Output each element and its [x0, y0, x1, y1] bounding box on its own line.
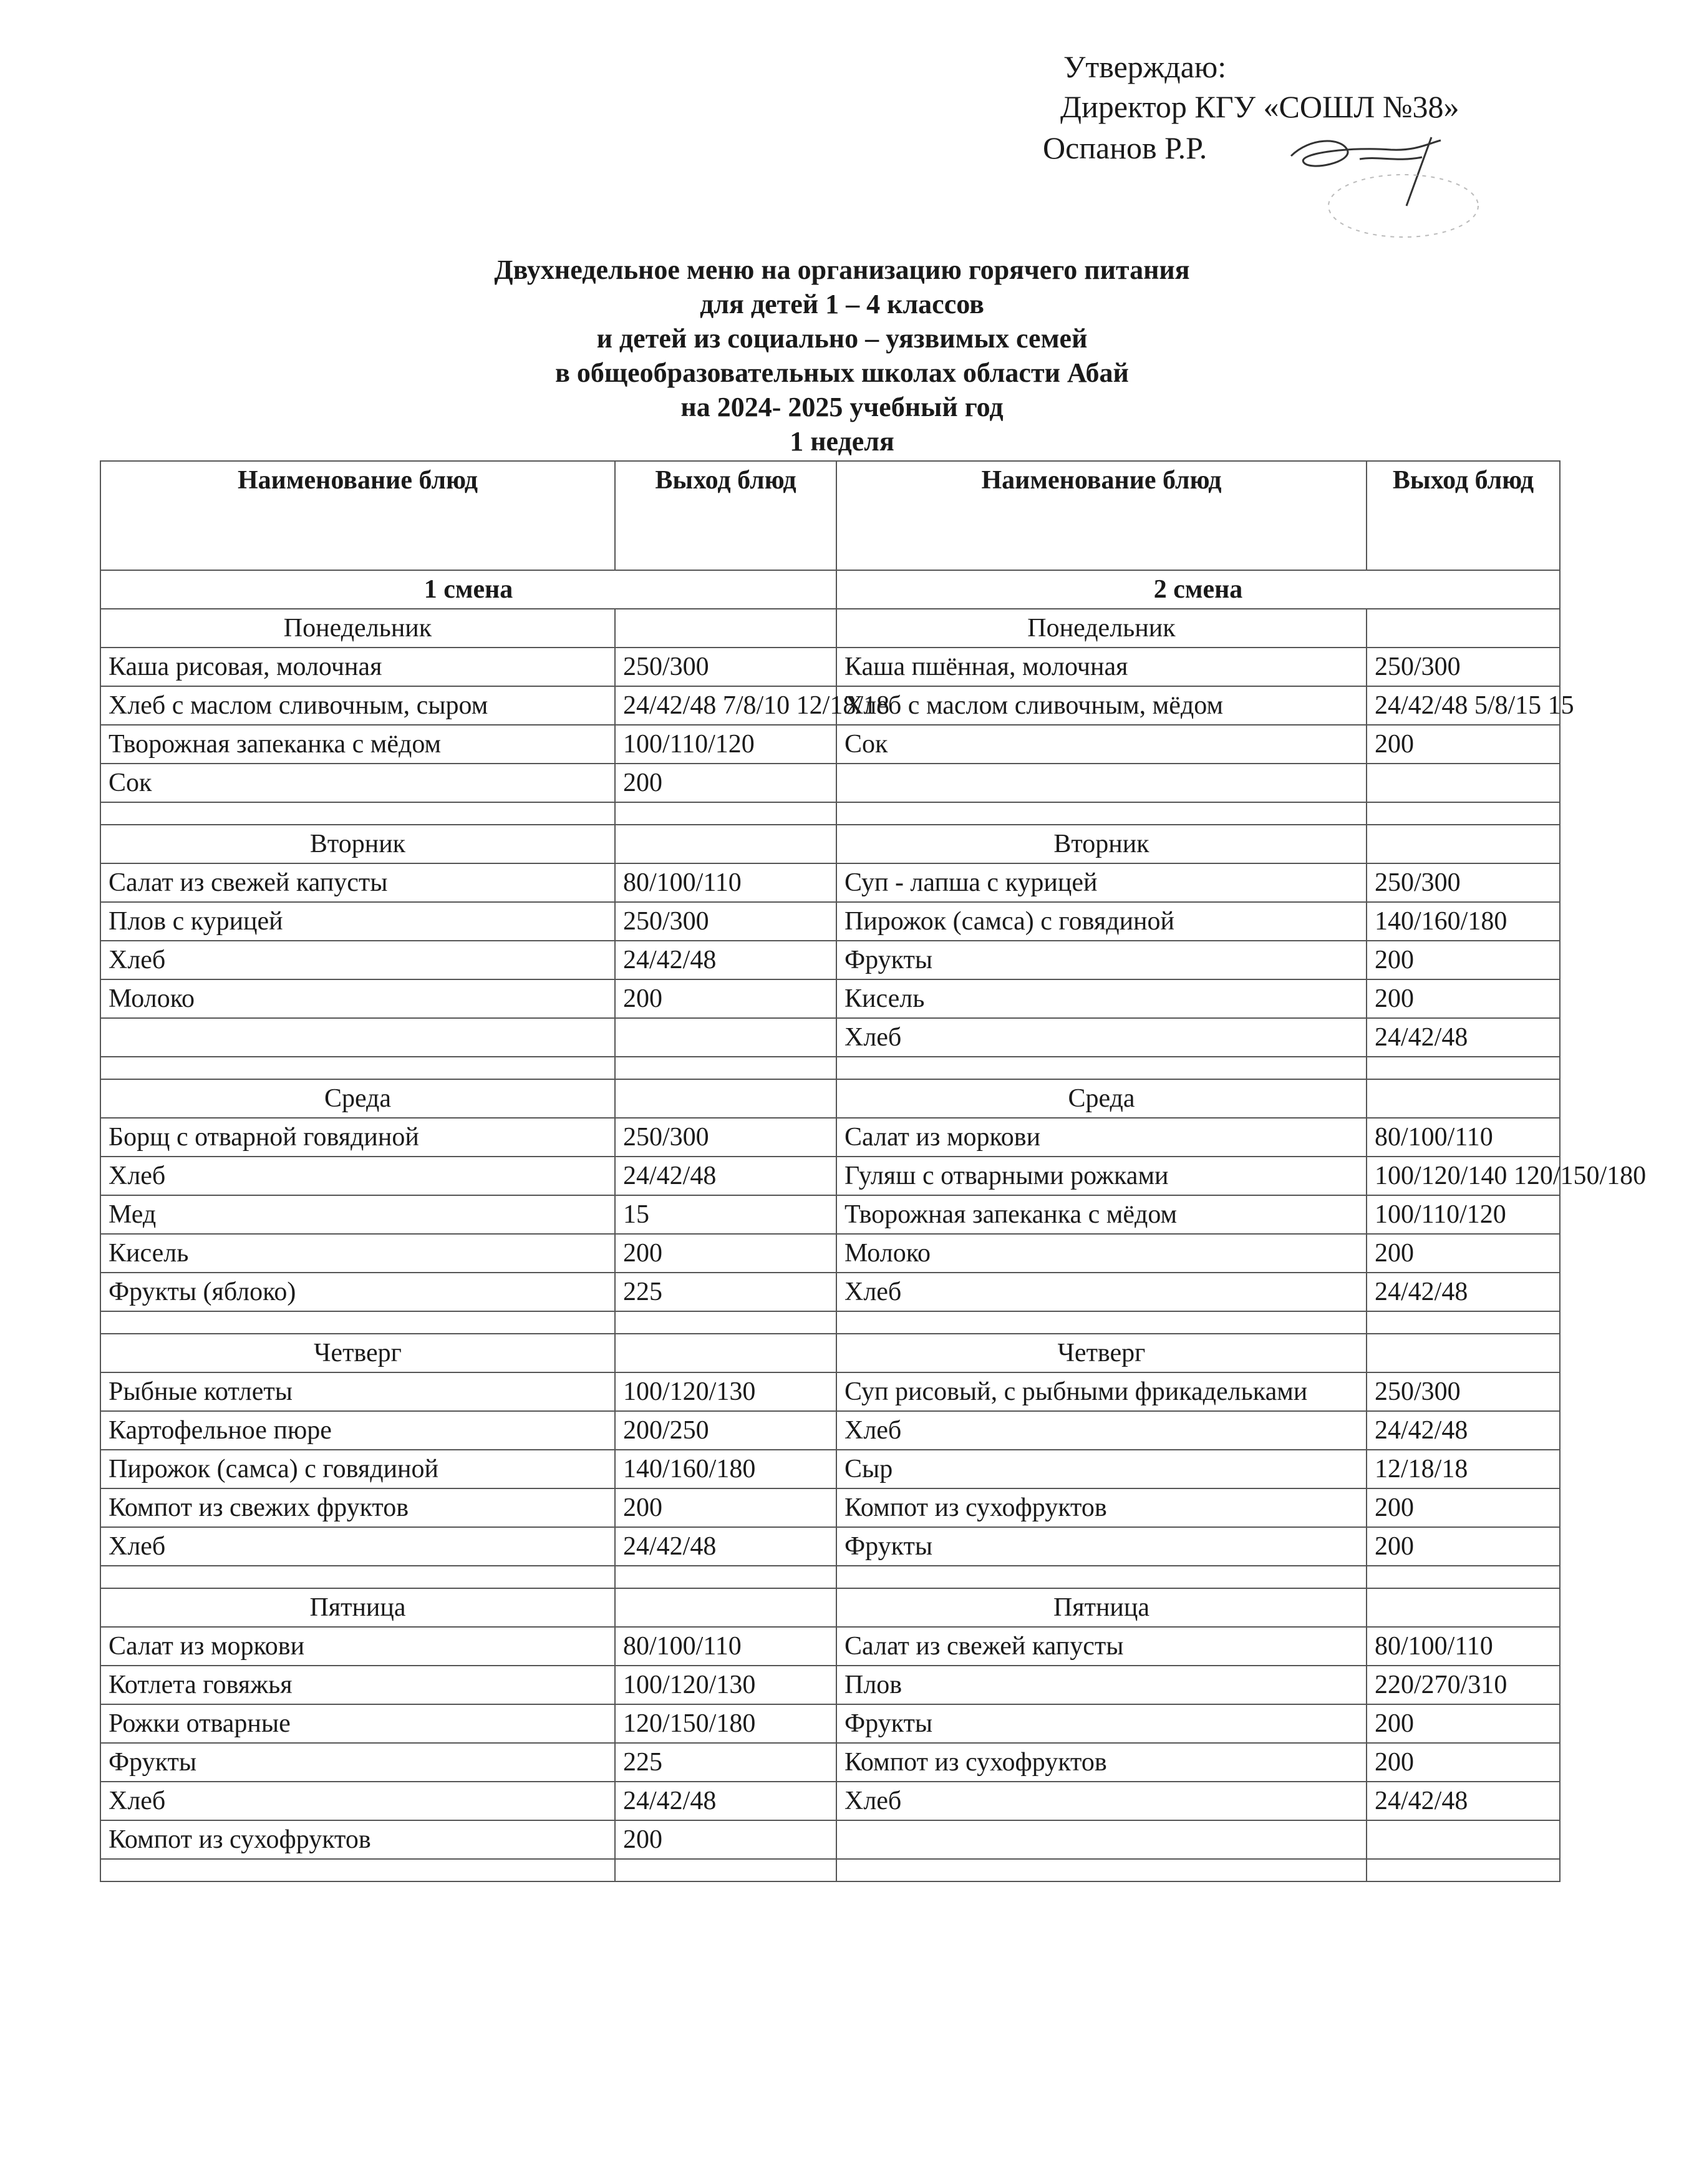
table-row — [100, 1273, 1560, 1311]
dish-name-cell: Кисель — [836, 979, 1367, 1018]
dish-yield-cell: 200 — [615, 1234, 836, 1273]
dish-name-cell: Хлеб — [836, 1782, 1367, 1820]
day-name-shift-2: Среда — [836, 1079, 1367, 1118]
day-row — [100, 609, 1560, 648]
dish-yield-cell: 100/110/120 — [615, 725, 836, 764]
dish-name-cell: Фрукты — [836, 1704, 1367, 1743]
dish-yield-cell: 15 — [615, 1195, 836, 1234]
day-name-shift-1: Понедельник — [100, 609, 615, 648]
dish-name-cell: Молоко — [100, 979, 615, 1018]
day-name-shift-2: Пятница — [836, 1588, 1367, 1627]
table-row — [100, 1704, 1560, 1743]
dish-yield-cell: 24/42/48 — [1367, 1018, 1560, 1057]
dish-name-cell: Плов — [836, 1666, 1367, 1704]
dish-name-cell: Компот из сухофруктов — [836, 1488, 1367, 1527]
dish-yield-cell: 120/150/180 — [615, 1704, 836, 1743]
spacer-row — [100, 1311, 1560, 1334]
table-header-row — [100, 461, 1560, 570]
dish-yield-cell: 250/300 — [615, 1118, 836, 1157]
table-row — [100, 902, 1560, 941]
dish-name-cell: Компот из свежих фруктов — [100, 1488, 615, 1527]
dish-yield-cell: 140/160/180 — [615, 1450, 836, 1488]
dish-name-cell: Каша пшённая, молочная — [836, 648, 1367, 686]
dish-yield-cell: 24/42/48 7/8/10 12/18/18 — [615, 686, 836, 725]
day-name-shift-1: Пятница — [100, 1588, 615, 1627]
dish-name-cell: Сок — [836, 725, 1367, 764]
dish-yield-cell: 200 — [615, 979, 836, 1018]
dish-yield-cell: 225 — [615, 1273, 836, 1311]
dish-name-cell: Хлеб — [100, 941, 615, 979]
dish-yield-cell: 24/42/48 — [615, 1157, 836, 1195]
approval-line-2: Директор КГУ «СОШЛ №38» — [1060, 89, 1459, 124]
day-name-shift-2: Вторник — [836, 825, 1367, 863]
dish-yield-cell: 200 — [1367, 1488, 1560, 1527]
dish-yield-cell: 12/18/18 — [1367, 1450, 1560, 1488]
table-row — [100, 764, 1560, 802]
dish-yield-cell: 250/300 — [615, 648, 836, 686]
dish-name-cell: Хлеб — [100, 1157, 615, 1195]
day-row — [100, 1334, 1560, 1372]
column-header-yield: Выход блюд — [1367, 461, 1560, 570]
table-row — [100, 1627, 1560, 1666]
dish-name-cell — [100, 1018, 615, 1057]
title-line-5: на 2024- 2025 учебный год — [680, 392, 1004, 422]
dish-name-cell: Салат из свежей капусты — [100, 863, 615, 902]
dish-name-cell: Салат из моркови — [836, 1118, 1367, 1157]
table-row — [100, 725, 1560, 764]
dish-name-cell: Салат из свежей капусты — [836, 1627, 1367, 1666]
table-row — [100, 863, 1560, 902]
dish-yield-cell: 200/250 — [615, 1411, 836, 1450]
dish-name-cell — [836, 764, 1367, 802]
dish-yield-cell: 200 — [615, 1488, 836, 1527]
table-row — [100, 1195, 1560, 1234]
spacer-row — [100, 1057, 1560, 1079]
dish-yield-cell: 24/42/48 5/8/15 15 — [1367, 686, 1560, 725]
dish-yield-cell: 220/270/310 — [1367, 1666, 1560, 1704]
dish-yield-cell: 250/300 — [1367, 863, 1560, 902]
dish-yield-cell: 24/42/48 — [615, 1527, 836, 1566]
title-line-4: в общеобразовательных школах области Абай — [555, 357, 1129, 388]
dish-name-cell: Плов с курицей — [100, 902, 615, 941]
dish-yield-cell: 200 — [1367, 1704, 1560, 1743]
dish-name-cell: Молоко — [836, 1234, 1367, 1273]
dish-name-cell: Творожная запеканка с мёдом — [836, 1195, 1367, 1234]
dish-yield-cell: 100/110/120 — [1367, 1195, 1560, 1234]
day-row — [100, 825, 1560, 863]
dish-yield-cell — [1367, 764, 1560, 802]
dish-name-cell: Рожки отварные — [100, 1704, 615, 1743]
dish-yield-cell: 80/100/110 — [1367, 1627, 1560, 1666]
dish-name-cell: Компот из сухофруктов — [836, 1743, 1367, 1782]
table-row — [100, 1372, 1560, 1411]
table-row — [100, 1820, 1560, 1859]
approval-line-3: Оспанов Р.Р. — [1043, 130, 1207, 165]
dish-name-cell: Фрукты (яблоко) — [100, 1273, 615, 1311]
dish-yield-cell: 200 — [1367, 979, 1560, 1018]
table-row — [100, 1666, 1560, 1704]
dish-yield-cell: 24/42/48 — [1367, 1273, 1560, 1311]
table-row — [100, 648, 1560, 686]
column-header-yield: Выход блюд — [615, 461, 836, 570]
dish-yield-cell: 100/120/130 — [615, 1666, 836, 1704]
dish-yield-cell: 80/100/110 — [1367, 1118, 1560, 1157]
dish-name-cell: Гуляш с отварными рожками — [836, 1157, 1367, 1195]
dish-name-cell: Борщ с отварной говядиной — [100, 1118, 615, 1157]
dish-name-cell: Хлеб — [100, 1527, 615, 1566]
day-name-shift-1: Четверг — [100, 1334, 615, 1372]
dish-yield-cell: 200 — [1367, 1234, 1560, 1273]
dish-name-cell: Хлеб с маслом сливочным, мёдом — [836, 686, 1367, 725]
signature-stamp — [1272, 112, 1534, 243]
dish-name-cell: Хлеб — [100, 1782, 615, 1820]
dish-name-cell: Сок — [100, 764, 615, 802]
dish-name-cell: Сыр — [836, 1450, 1367, 1488]
title-line-3: и детей из социально – уязвимых семей — [596, 323, 1088, 354]
menu-body — [100, 609, 1647, 1881]
title-line-1: Двухнедельное меню на организацию горячего питания — [494, 255, 1190, 285]
table-row — [100, 686, 1560, 725]
dish-name-cell: Хлеб — [836, 1018, 1367, 1057]
dish-name-cell: Компот из сухофруктов — [100, 1820, 615, 1859]
spacer-row — [100, 802, 1560, 825]
dish-yield-cell — [615, 1018, 836, 1057]
dish-yield-cell: 225 — [615, 1743, 836, 1782]
dish-name-cell: Каша рисовая, молочная — [100, 648, 615, 686]
dish-name-cell: Фрукты — [836, 941, 1367, 979]
spacer-row — [100, 1859, 1560, 1881]
table-row — [100, 1411, 1560, 1450]
dish-yield-cell: 80/100/110 — [615, 1627, 836, 1666]
day-name-shift-1: Вторник — [100, 825, 615, 863]
dish-yield-cell: 24/42/48 — [615, 941, 836, 979]
dish-yield-cell: 100/120/140 120/150/180 — [1367, 1157, 1560, 1195]
shift-2-label: 2 смена — [836, 570, 1560, 609]
dish-yield-cell: 80/100/110 — [615, 863, 836, 902]
dish-name-cell: Фрукты — [100, 1743, 615, 1782]
dish-name-cell: Хлеб — [836, 1273, 1367, 1311]
dish-name-cell: Суп - лапша с курицей — [836, 863, 1367, 902]
day-name-shift-2: Понедельник — [836, 609, 1367, 648]
dish-name-cell: Мед — [100, 1195, 615, 1234]
shift-1-label: 1 смена — [100, 570, 836, 609]
table-row — [100, 1018, 1560, 1057]
dish-yield-cell — [1367, 1820, 1560, 1859]
day-name-shift-2: Четверг — [836, 1334, 1367, 1372]
approval-line-1: Утверждаю: — [1063, 49, 1227, 84]
shift-row — [100, 570, 1560, 609]
dish-yield-cell: 24/42/48 — [1367, 1782, 1560, 1820]
dish-name-cell: Пирожок (самса) с говядиной — [100, 1450, 615, 1488]
spacer-row — [100, 1566, 1560, 1588]
dish-yield-cell: 200 — [1367, 1743, 1560, 1782]
menu-table — [100, 460, 1647, 1882]
day-name-shift-1: Среда — [100, 1079, 615, 1118]
table-row — [100, 1527, 1560, 1566]
dish-name-cell: Кисель — [100, 1234, 615, 1273]
dish-name-cell: Суп рисовый, с рыбными фрикадельками — [836, 1372, 1367, 1411]
document-title — [0, 253, 1684, 459]
dish-name-cell: Котлета говяжья — [100, 1666, 615, 1704]
dish-yield-cell: 200 — [1367, 941, 1560, 979]
table-row — [100, 1488, 1560, 1527]
dish-name-cell: Пирожок (самса) с говядиной — [836, 902, 1367, 941]
dish-yield-cell: 250/300 — [1367, 1372, 1560, 1411]
dish-yield-cell: 200 — [1367, 725, 1560, 764]
dish-name-cell: Салат из моркови — [100, 1627, 615, 1666]
dish-name-cell — [836, 1820, 1367, 1859]
dish-name-cell: Творожная запеканка с мёдом — [100, 725, 615, 764]
table-row — [100, 1782, 1560, 1820]
dish-yield-cell: 24/42/48 — [615, 1782, 836, 1820]
week-label: 1 неделя — [790, 426, 894, 457]
dish-yield-cell: 200 — [615, 764, 836, 802]
dish-yield-cell: 24/42/48 — [1367, 1411, 1560, 1450]
table-row — [100, 1450, 1560, 1488]
day-row — [100, 1588, 1560, 1627]
table-row — [100, 941, 1560, 979]
table-row — [100, 1743, 1560, 1782]
day-row — [100, 1079, 1560, 1118]
dish-yield-cell: 140/160/180 — [1367, 902, 1560, 941]
column-header-dish: Наименование блюд — [100, 461, 615, 570]
dish-yield-cell: 200 — [615, 1820, 836, 1859]
column-header-dish: Наименование блюд — [836, 461, 1367, 570]
dish-yield-cell: 100/120/130 — [615, 1372, 836, 1411]
title-line-2: для детей 1 – 4 классов — [700, 289, 984, 319]
table-row — [100, 979, 1560, 1018]
table-row — [100, 1118, 1560, 1157]
dish-name-cell: Картофельное пюре — [100, 1411, 615, 1450]
dish-name-cell: Хлеб с маслом сливочным, сыром — [100, 686, 615, 725]
dish-yield-cell: 200 — [1367, 1527, 1560, 1566]
dish-yield-cell: 250/300 — [615, 902, 836, 941]
dish-yield-cell: 250/300 — [1367, 648, 1560, 686]
dish-name-cell: Фрукты — [836, 1527, 1367, 1566]
table-row — [100, 1234, 1560, 1273]
dish-name-cell: Хлеб — [836, 1411, 1367, 1450]
dish-name-cell: Рыбные котлеты — [100, 1372, 615, 1411]
table-row — [100, 1157, 1560, 1195]
